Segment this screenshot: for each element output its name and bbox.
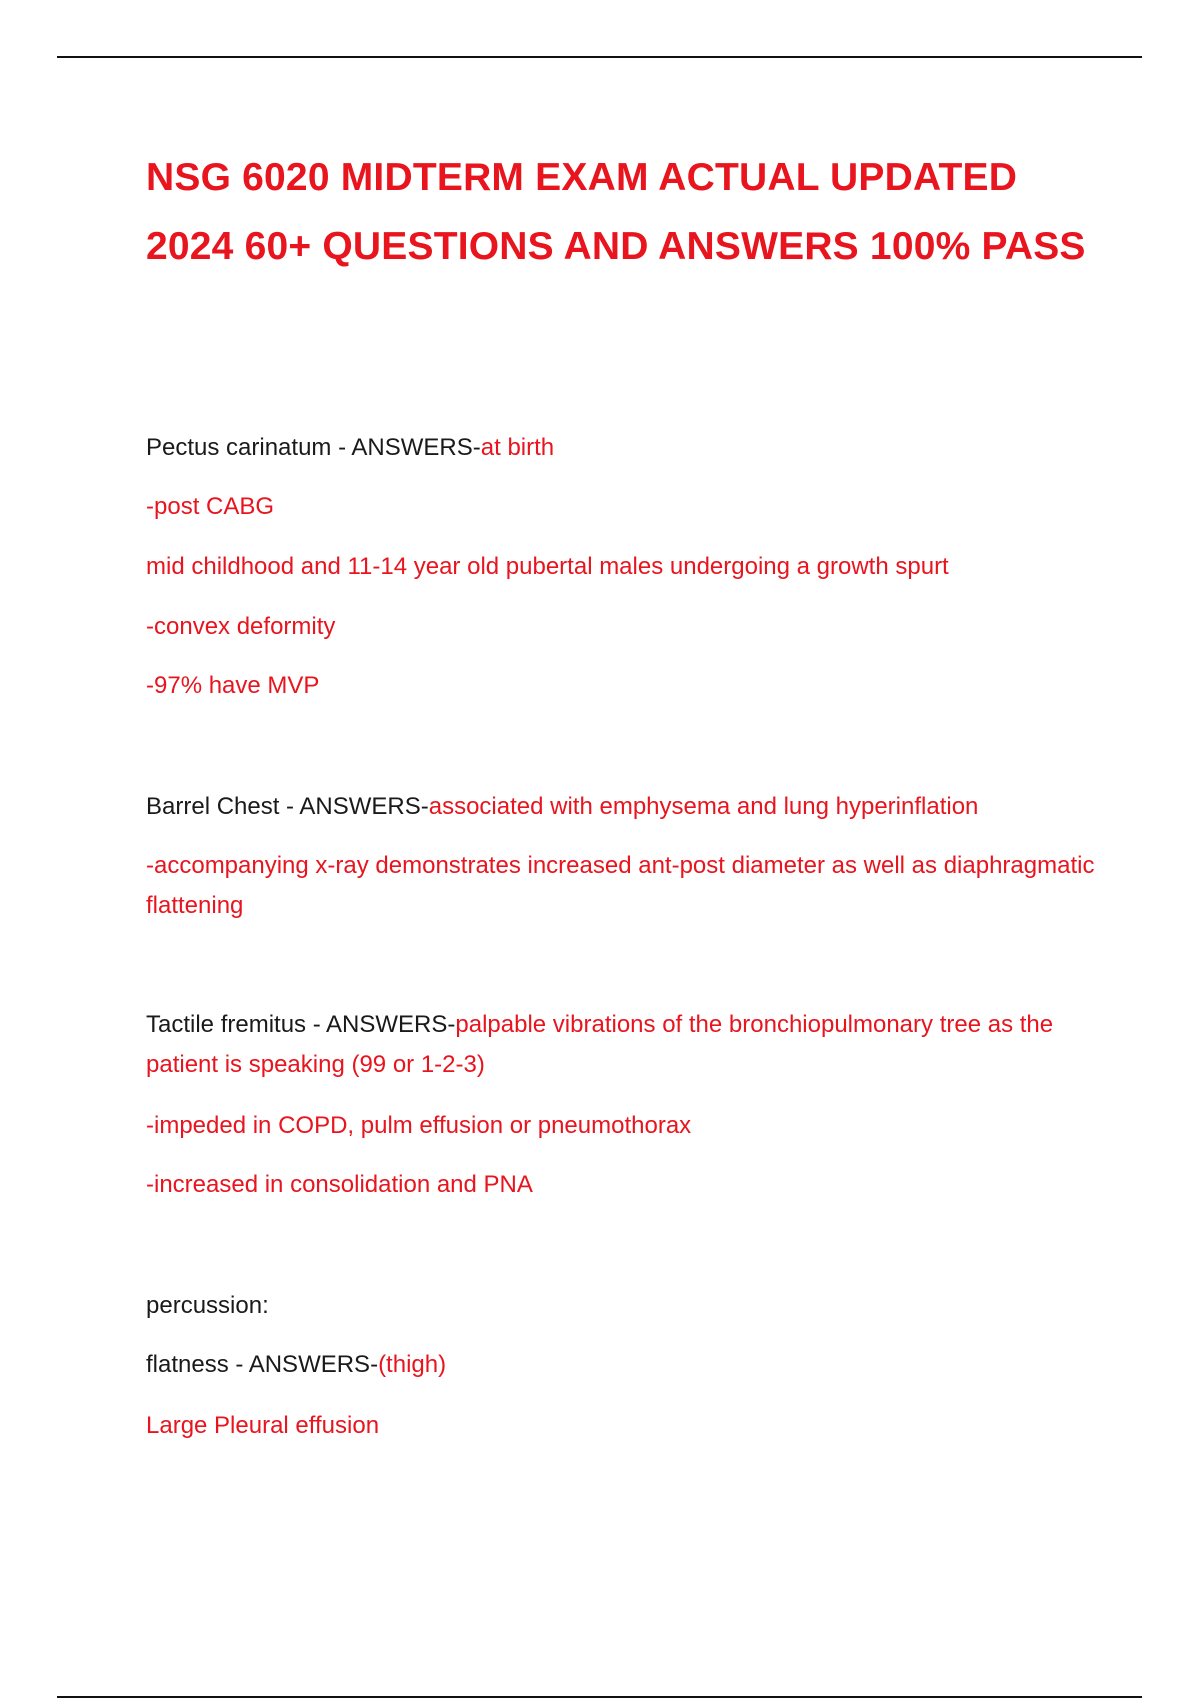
- question-term: Barrel Chest - ANSWERS-: [146, 793, 429, 820]
- qa-entry-flatness: [146, 1345, 446, 1385]
- qa-entry-pectus-carinatum: [146, 428, 554, 468]
- answer-text: (thigh): [378, 1351, 447, 1378]
- section-heading-percussion: percussion:: [146, 1292, 269, 1319]
- answer-line: -post CABG: [146, 493, 275, 520]
- answer-line: -accompanying x-ray demonstrates increased ant-post diameter as well as diaphragmatic flattening: [146, 852, 1095, 919]
- question-term: Pectus carinatum - ANSWERS-: [146, 434, 481, 461]
- answer-line: -increased in consolidation and PNA: [146, 1171, 533, 1198]
- answer-line: mid childhood and 11-14 year old pubertal males undergoing a growth spurt: [146, 553, 949, 580]
- top-rule: [57, 56, 1142, 58]
- question-term: Tactile fremitus - ANSWERS-: [146, 1011, 456, 1038]
- page-title: NSG 6020 MIDTERM EXAM ACTUAL UPDATED 2024 60+ QUESTIONS AND ANSWERS 100% PASS: [146, 156, 1086, 268]
- answer-text: at birth: [480, 434, 555, 461]
- question-term: flatness - ANSWERS-: [146, 1351, 379, 1378]
- answer-line: -impeded in COPD, pulm effusion or pneumothorax: [146, 1112, 692, 1139]
- qa-entry-barrel-chest: [146, 787, 978, 827]
- answer-line: -convex deformity: [146, 613, 336, 640]
- bottom-rule: [57, 1696, 1142, 1698]
- qa-entry-tactile-fremitus: [146, 1005, 1106, 1085]
- answer-line: Large Pleural effusion: [146, 1412, 380, 1439]
- answer-text: associated with emphysema and lung hyperinflation: [428, 793, 979, 820]
- answer-line: -97% have MVP: [146, 672, 320, 699]
- answer-text: palpable vibrations of the bronchiopulmonary tree as the patient is speaking (99 or 1-2-3): [146, 1011, 1054, 1078]
